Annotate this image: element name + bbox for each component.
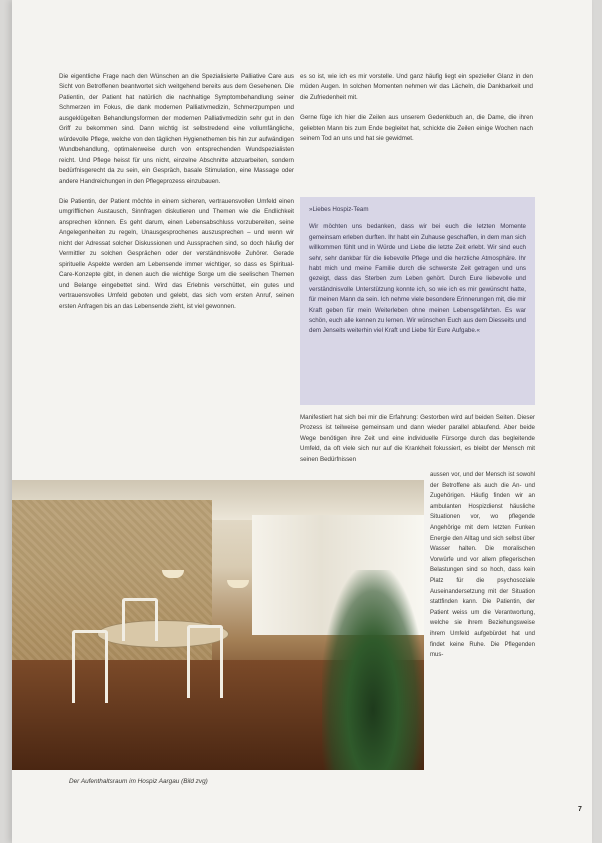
paragraph: Die eigentliche Frage nach den Wünschen an die Spezialisierte Palliative Care aus Sicht von Betroffenen beantwortet sich weitgehend bereits aus dem Gesehenen. Die Patientin, der Patient hat natürlich die nachhaltige Symptombehandlung seiner Schmerzen im Fokus, die dank modernen Palliativmedizin, Schmerzpumpen und ausgeklügelten Behandlungsformen der modernen Palliativmedizin sehr gut in den Griff zu bekommen sind. Dann wichtig ist selbstredend eine vollumfängliche, würdevolle Pflege, welche von den täglichen Hygienethemen bis hin zur aufwändigen Wundbehandlung, optimalerweise durch von entsprechenden Wundspezialisten reicht. Und Pflege heisst für uns nicht, einzelne Abschnitte abzuarbeiten, sondern bedürfnisgerecht da zu sein, ein Gespräch, basale Stimulation, eine Massage oder andere Handreichungen in den Pflegeprozess einzubauen.: [59, 73, 294, 185]
paragraph: Gerne füge ich hier die Zeilen aus unserem Gedenkbuch an, die Dame, die ihren geliebten Mann bis zum Ende begleitet hat, schickte die Zeilen einige Wochen nach seinem Tod an uns und hat sie gewidmet.: [300, 114, 533, 143]
photo-caption: Der Aufenthaltsraum im Hospiz Aargau (Bild zvg): [69, 778, 208, 785]
right-text-column-mid: [300, 413, 535, 475]
quote-text: Wir möchten uns bedanken, dass wir bei euch die letzten Momente gemeinsam erleben durften. Ihr habt ein Zuhause geschaffen, in dem man sich willkommen fühlt und in Würde und Liebe die letzte Zeit erlebt. Wir sind euch sehr, sehr dankbar für die liebevolle Pflege und die herzliche Atmosphäre. Ihr habt mich und meine Familie durch die schwerste Zeit getragen und uns gezeigt, dass das Sterben zum Leben gehört. Durch Eure liebevolle und verständnisvolle Unterstützung konnte ich, so wie ich es mir gewünscht hatte, für meinen Mann da sein. Ich nehme viele besondere Erinnerungen mit, die mir Kraft geben für mein Weiterleben ohne meinen Lebensgefährten. Es war schön, euch alle kennen zu lernen. Wir wünschen Euch aus dem Diesseits und dem Jenseits weiterhin viel Kraft und Liebe für Eure Aufgabe.«: [309, 223, 526, 335]
paragraph: Die Patientin, der Patient möchte in einem sicheren, vertrauensvollen Umfeld einen umgrifflichen Austausch, Sinnfragen diskutieren und Themen wie die Endlichkeit ansprechen können. Es geht darum, einen Lebensabschluss vorzubereiten, seine Angelegenheiten zu regeln, Unausgesprochenes auszusprechen – und wenn wir nicht der Adressat solcher Diskussionen und Aussprachen sind, so doch häufig der Vermittler zu solchen Gesprächen oder der verständnisvolle Zuhörer. Gerade spirituelle Aspekte werden am Lebensende immer wichtiger, so dass es Spiritual-Care-Konzepte gibt, in denen auch die wichtige Sorge um die seelischen Themen und Belange eingebettet sind. Wird das Erlebnis verschüttet, ein gutes und vertrauensvolles Umfeld geboten und gelebt, das sich vom ersten Anruf, seinen ersten Anfragen bis an das Lebensende zieht, ist viel gewonnen.: [59, 197, 294, 310]
quote-title: »Liebes Hospiz-Team: [309, 206, 369, 213]
left-text-column: [59, 72, 294, 322]
magazine-page: [12, 0, 592, 843]
paragraph: es so ist, wie ich es mir vorstelle. Und ganz häufig liegt ein spezieller Glanz in den müden Augen. In solchen Momenten nehmen wir das Lächeln, die Dankbarkeit und die Zufriedenheit mit.: [300, 73, 533, 101]
lounge-photo: [12, 480, 424, 770]
paragraph: aussen vor, und der Mensch ist sowohl der Betroffene als auch die An- und Zugehörigen. Häufig finden wir an ambulanten Hospizdienst häusliche Situationen vor, wo pflegende Angehörige mit dem letzten Funken Energie den Alltag und sich selbst über Wasser halten. Die moralischen Vorwürfe und vor allem pflegerischen Belastungen sind so hoch, dass kein Platz für die psychosoziale Auseinandersetzung mit der Situation stattfinden kann. Die Patientin, der Patient weiss um die Verantwortung, welche sie ihrem Beziehungsweise ihrem Umfeld aufgebürdet hat und findet keine Ruhe. Die Pflegenden mus-: [430, 472, 535, 659]
paragraph: Manifestiert hat sich bei mir die Erfahrung: Gestorben wird auf beiden Seiten. Dieser Prozess ist teilweise gemeinsam und dann wieder parallel ablaufend. Aber beide Wege benötigen ihre Zeit und eine individuelle Fürsorge durch das begleitende Umfeld, da oft viele sich nur auf die Krankheit fokussiert, es bleibt der Mensch mit seinen Bedürfnissen: [300, 414, 535, 463]
page-number: 7: [578, 806, 582, 813]
testimonial-quote-box: [300, 197, 535, 405]
right-text-column-top: [300, 72, 533, 155]
right-text-column-wrap: [430, 470, 535, 671]
